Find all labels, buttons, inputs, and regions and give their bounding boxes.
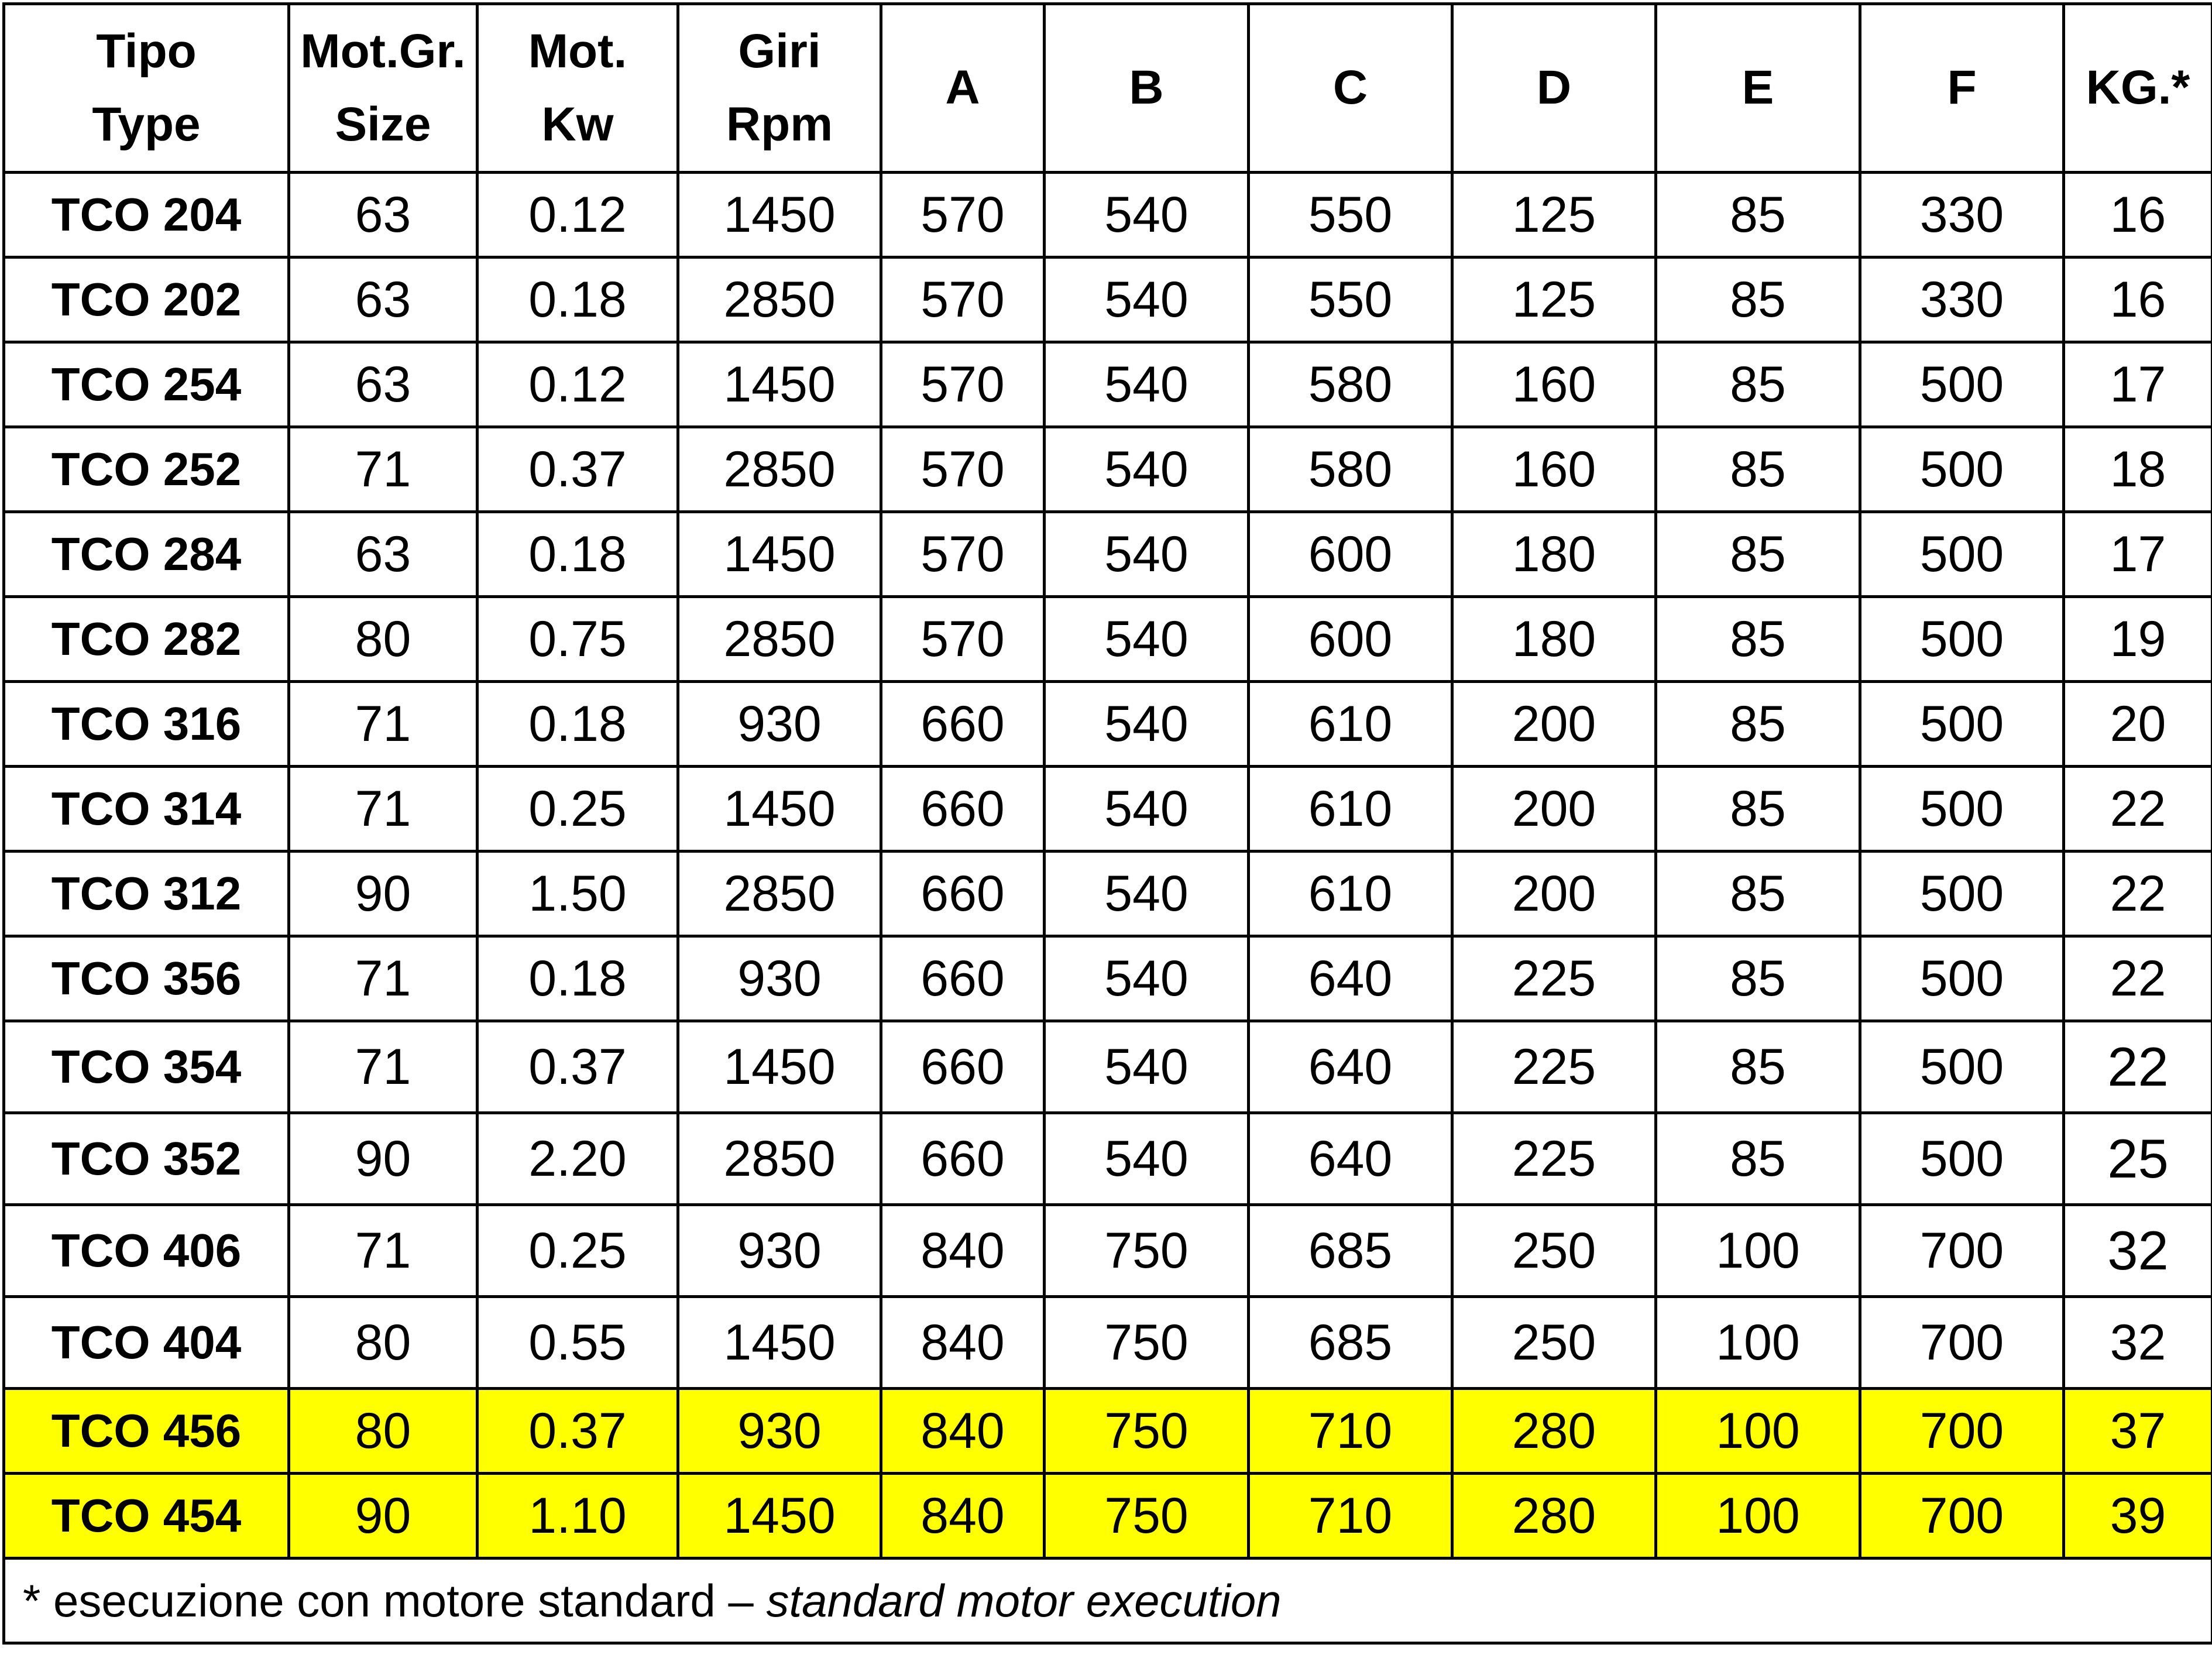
cell-kw: 1.10: [478, 1474, 678, 1559]
cell-a: 660: [881, 852, 1045, 936]
cell-type: TCO 312: [4, 852, 289, 936]
cell-a: 570: [881, 597, 1045, 682]
cell-a: 570: [881, 258, 1045, 342]
cell-kg: 16: [2064, 258, 2212, 342]
cell-rpm: 2850: [678, 427, 881, 512]
footnote: [4, 1559, 2212, 1643]
cell-size: 71: [289, 1021, 478, 1113]
cell-type: TCO 202: [4, 258, 289, 342]
cell-type: TCO 254: [4, 342, 289, 427]
column-header-kw: Mot. Kw: [478, 4, 678, 173]
cell-type: TCO 352: [4, 1113, 289, 1205]
cell-c: 640: [1249, 1021, 1452, 1113]
cell-b: 540: [1045, 936, 1249, 1021]
cell-c: 610: [1249, 852, 1452, 936]
cell-size: 71: [289, 767, 478, 852]
cell-size: 90: [289, 1113, 478, 1205]
cell-f: 500: [1860, 512, 2064, 597]
table-row: [4, 1474, 2212, 1559]
cell-size: 63: [289, 512, 478, 597]
cell-b: 540: [1045, 682, 1249, 767]
cell-c: 610: [1249, 767, 1452, 852]
cell-e: 85: [1656, 852, 1860, 936]
cell-b: 540: [1045, 852, 1249, 936]
cell-c: 640: [1249, 936, 1452, 1021]
cell-size: 90: [289, 1474, 478, 1559]
column-header-kg: KG.*: [2064, 4, 2212, 173]
cell-f: 700: [1860, 1474, 2064, 1559]
cell-d: 225: [1452, 936, 1656, 1021]
cell-d: 200: [1452, 682, 1656, 767]
cell-c: 640: [1249, 1113, 1452, 1205]
table-row: [4, 173, 2212, 258]
cell-d: 200: [1452, 852, 1656, 936]
cell-f: 500: [1860, 427, 2064, 512]
cell-e: 100: [1656, 1205, 1860, 1297]
cell-rpm: 2850: [678, 258, 881, 342]
cell-rpm: 1450: [678, 512, 881, 597]
cell-d: 125: [1452, 173, 1656, 258]
cell-c: 580: [1249, 342, 1452, 427]
cell-kg: 22: [2064, 1021, 2212, 1113]
cell-f: 330: [1860, 258, 2064, 342]
cell-kg: 22: [2064, 936, 2212, 1021]
table-row: [4, 342, 2212, 427]
cell-d: 250: [1452, 1205, 1656, 1297]
cell-c: 600: [1249, 597, 1452, 682]
cell-kw: 0.18: [478, 682, 678, 767]
cell-f: 500: [1860, 1021, 2064, 1113]
footnote-row: [4, 1559, 2212, 1643]
column-header-c: C: [1249, 4, 1452, 173]
cell-e: 85: [1656, 258, 1860, 342]
cell-kg: 16: [2064, 173, 2212, 258]
column-header-e: E: [1656, 4, 1860, 173]
cell-e: 85: [1656, 427, 1860, 512]
cell-rpm: 1450: [678, 1297, 881, 1389]
cell-type: TCO 454: [4, 1474, 289, 1559]
cell-kg: 39: [2064, 1474, 2212, 1559]
cell-rpm: 1450: [678, 1021, 881, 1113]
cell-kw: 0.37: [478, 427, 678, 512]
cell-kw: 0.12: [478, 342, 678, 427]
cell-kw: 0.18: [478, 512, 678, 597]
cell-f: 700: [1860, 1389, 2064, 1474]
column-header-f: F: [1860, 4, 2064, 173]
cell-e: 100: [1656, 1297, 1860, 1389]
cell-rpm: 930: [678, 1389, 881, 1474]
cell-d: 180: [1452, 512, 1656, 597]
table-row: [4, 512, 2212, 597]
cell-a: 840: [881, 1297, 1045, 1389]
cell-a: 660: [881, 1021, 1045, 1113]
cell-b: 540: [1045, 597, 1249, 682]
cell-kg: 22: [2064, 852, 2212, 936]
cell-f: 500: [1860, 342, 2064, 427]
cell-b: 540: [1045, 767, 1249, 852]
column-header-size: Mot.Gr. Size: [289, 4, 478, 173]
cell-b: 750: [1045, 1474, 1249, 1559]
table-row: [4, 427, 2212, 512]
cell-kg: 19: [2064, 597, 2212, 682]
cell-e: 85: [1656, 936, 1860, 1021]
cell-size: 71: [289, 936, 478, 1021]
cell-kw: 2.20: [478, 1113, 678, 1205]
cell-size: 80: [289, 1389, 478, 1474]
table-body: [4, 173, 2212, 1559]
table-row: [4, 258, 2212, 342]
table-row: [4, 767, 2212, 852]
column-header-a: A: [881, 4, 1045, 173]
cell-f: 700: [1860, 1297, 2064, 1389]
cell-rpm: 1450: [678, 173, 881, 258]
cell-rpm: 1450: [678, 1474, 881, 1559]
cell-kw: 0.18: [478, 936, 678, 1021]
cell-b: 540: [1045, 258, 1249, 342]
cell-f: 500: [1860, 767, 2064, 852]
cell-f: 330: [1860, 173, 2064, 258]
cell-rpm: 930: [678, 682, 881, 767]
cell-e: 85: [1656, 682, 1860, 767]
cell-kw: 0.55: [478, 1297, 678, 1389]
cell-size: 80: [289, 1297, 478, 1389]
cell-type: TCO 284: [4, 512, 289, 597]
header-row: [4, 4, 2212, 173]
cell-kw: 0.25: [478, 1205, 678, 1297]
cell-rpm: 2850: [678, 852, 881, 936]
cell-d: 160: [1452, 342, 1656, 427]
cell-e: 85: [1656, 1021, 1860, 1113]
cell-type: TCO 354: [4, 1021, 289, 1113]
cell-kw: 1.50: [478, 852, 678, 936]
cell-kg: 22: [2064, 767, 2212, 852]
cell-b: 540: [1045, 512, 1249, 597]
cell-c: 710: [1249, 1389, 1452, 1474]
cell-f: 500: [1860, 936, 2064, 1021]
cell-size: 71: [289, 427, 478, 512]
cell-f: 500: [1860, 597, 2064, 682]
cell-f: 700: [1860, 1205, 2064, 1297]
cell-kw: 0.37: [478, 1389, 678, 1474]
cell-kw: 0.25: [478, 767, 678, 852]
cell-type: TCO 314: [4, 767, 289, 852]
cell-e: 85: [1656, 597, 1860, 682]
cell-f: 500: [1860, 852, 2064, 936]
cell-kg: 25: [2064, 1113, 2212, 1205]
motor-dimensions-table: [2, 2, 2212, 1645]
cell-d: 200: [1452, 767, 1656, 852]
cell-a: 570: [881, 342, 1045, 427]
cell-c: 600: [1249, 512, 1452, 597]
table-row: [4, 852, 2212, 936]
cell-a: 840: [881, 1389, 1045, 1474]
cell-d: 280: [1452, 1474, 1656, 1559]
cell-rpm: 930: [678, 1205, 881, 1297]
cell-kw: 0.18: [478, 258, 678, 342]
cell-type: TCO 252: [4, 427, 289, 512]
cell-size: 90: [289, 852, 478, 936]
cell-c: 610: [1249, 682, 1452, 767]
cell-type: TCO 316: [4, 682, 289, 767]
cell-d: 280: [1452, 1389, 1656, 1474]
cell-a: 660: [881, 682, 1045, 767]
cell-size: 80: [289, 597, 478, 682]
cell-rpm: 2850: [678, 1113, 881, 1205]
cell-e: 85: [1656, 342, 1860, 427]
cell-c: 685: [1249, 1205, 1452, 1297]
table-row: [4, 597, 2212, 682]
cell-rpm: 1450: [678, 767, 881, 852]
cell-a: 570: [881, 173, 1045, 258]
cell-a: 660: [881, 1113, 1045, 1205]
cell-e: 85: [1656, 512, 1860, 597]
cell-b: 750: [1045, 1389, 1249, 1474]
table-row: [4, 1205, 2212, 1297]
cell-e: 85: [1656, 1113, 1860, 1205]
cell-kg: 32: [2064, 1205, 2212, 1297]
table-row: [4, 1021, 2212, 1113]
cell-b: 540: [1045, 1113, 1249, 1205]
cell-f: 500: [1860, 682, 2064, 767]
cell-kg: 17: [2064, 342, 2212, 427]
cell-b: 540: [1045, 173, 1249, 258]
table-row: [4, 1389, 2212, 1474]
cell-e: 100: [1656, 1474, 1860, 1559]
cell-kg: 32: [2064, 1297, 2212, 1389]
footnote-english: standard motor execution: [766, 1574, 1282, 1626]
cell-kw: 0.12: [478, 173, 678, 258]
cell-d: 225: [1452, 1021, 1656, 1113]
cell-size: 63: [289, 342, 478, 427]
cell-type: TCO 406: [4, 1205, 289, 1297]
cell-a: 840: [881, 1474, 1045, 1559]
cell-c: 685: [1249, 1297, 1452, 1389]
cell-d: 180: [1452, 597, 1656, 682]
cell-c: 710: [1249, 1474, 1452, 1559]
column-header-rpm: Giri Rpm: [678, 4, 881, 173]
cell-a: 840: [881, 1205, 1045, 1297]
table-row: [4, 1297, 2212, 1389]
table-row: [4, 1113, 2212, 1205]
cell-kw: 0.75: [478, 597, 678, 682]
table-row: [4, 936, 2212, 1021]
cell-type: TCO 456: [4, 1389, 289, 1474]
cell-e: 85: [1656, 767, 1860, 852]
cell-rpm: 930: [678, 936, 881, 1021]
cell-e: 85: [1656, 173, 1860, 258]
cell-e: 100: [1656, 1389, 1860, 1474]
column-header-d: D: [1452, 4, 1656, 173]
cell-b: 750: [1045, 1205, 1249, 1297]
cell-a: 570: [881, 512, 1045, 597]
cell-type: TCO 282: [4, 597, 289, 682]
cell-type: TCO 204: [4, 173, 289, 258]
cell-a: 660: [881, 936, 1045, 1021]
cell-size: 71: [289, 1205, 478, 1297]
cell-size: 63: [289, 173, 478, 258]
cell-kw: 0.37: [478, 1021, 678, 1113]
cell-c: 550: [1249, 173, 1452, 258]
cell-kg: 18: [2064, 427, 2212, 512]
cell-rpm: 2850: [678, 597, 881, 682]
cell-f: 500: [1860, 1113, 2064, 1205]
cell-type: TCO 356: [4, 936, 289, 1021]
cell-kg: 17: [2064, 512, 2212, 597]
cell-a: 660: [881, 767, 1045, 852]
cell-b: 540: [1045, 1021, 1249, 1113]
cell-size: 71: [289, 682, 478, 767]
cell-b: 540: [1045, 342, 1249, 427]
cell-d: 125: [1452, 258, 1656, 342]
cell-d: 250: [1452, 1297, 1656, 1389]
cell-kg: 20: [2064, 682, 2212, 767]
cell-rpm: 1450: [678, 342, 881, 427]
column-header-b: B: [1045, 4, 1249, 173]
cell-size: 63: [289, 258, 478, 342]
cell-b: 750: [1045, 1297, 1249, 1389]
cell-c: 550: [1249, 258, 1452, 342]
cell-d: 225: [1452, 1113, 1656, 1205]
cell-d: 160: [1452, 427, 1656, 512]
column-header-type: Tipo Type: [4, 4, 289, 173]
cell-c: 580: [1249, 427, 1452, 512]
cell-a: 570: [881, 427, 1045, 512]
cell-type: TCO 404: [4, 1297, 289, 1389]
footnote-italian: * esecuzione con motore standard –: [23, 1574, 767, 1626]
cell-kg: 37: [2064, 1389, 2212, 1474]
table-row: [4, 682, 2212, 767]
cell-b: 540: [1045, 427, 1249, 512]
